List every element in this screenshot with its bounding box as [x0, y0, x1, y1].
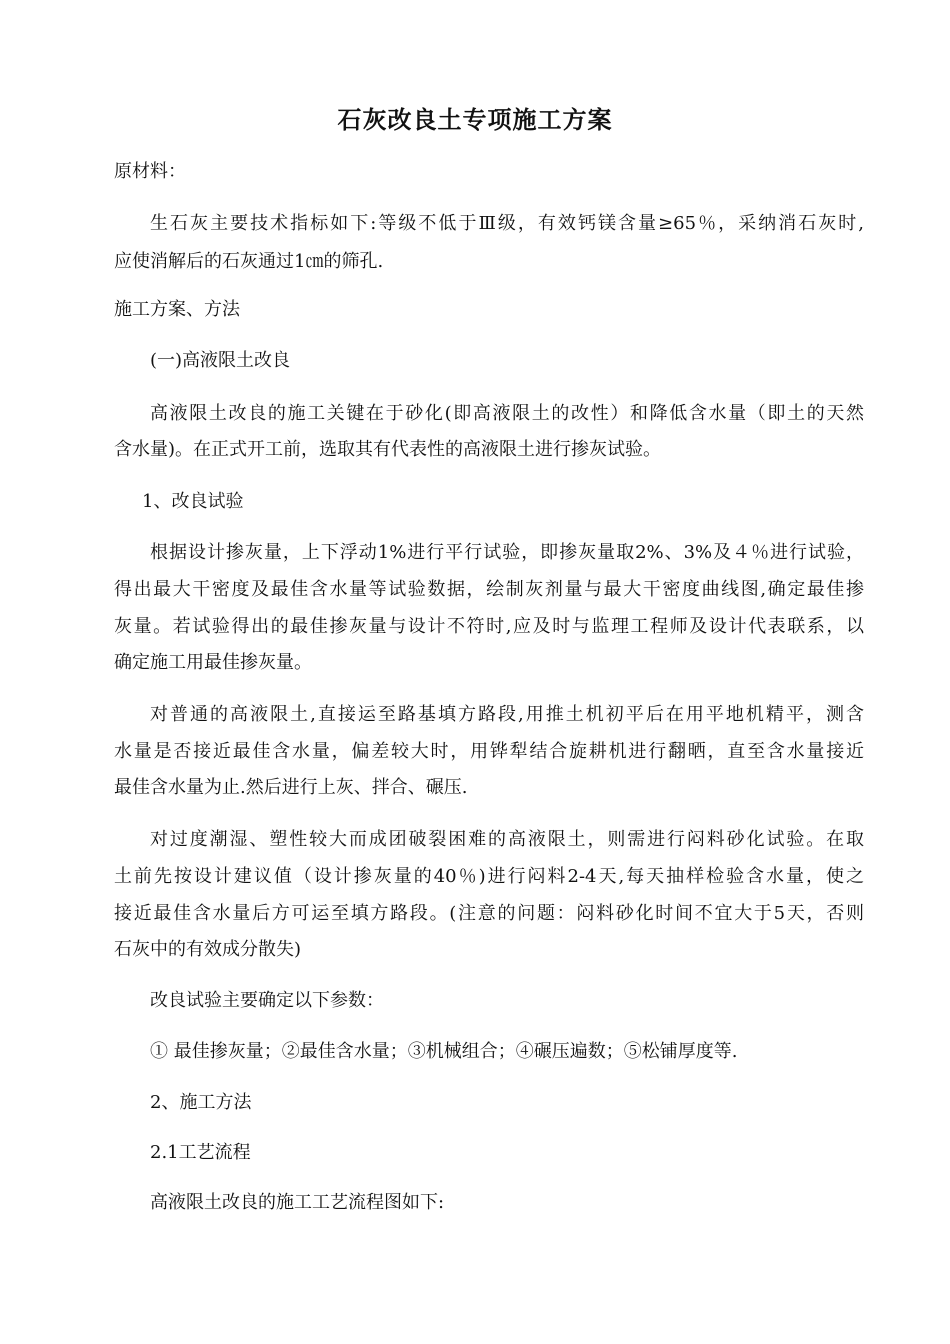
paragraph-line: 对过度潮湿、塑性较大而成团破裂困难的高液限土，则需进行闷料砂化试验。在取 [150, 829, 864, 850]
parameter-list: ① 最佳掺灰量；②最佳含水量；③机械组合；④碾压遍数；⑤松铺厚度等. [150, 1041, 738, 1062]
document-title: 石灰改良土专项施工方案 [337, 105, 613, 134]
paragraph-line: 改良试验主要确定以下参数： [150, 990, 384, 1011]
subsection-heading: 2.1工艺流程 [150, 1142, 251, 1163]
paragraph-line: 对普通的高液限土,直接运至路基填方路段,用推土机初平后在用平地机精平，测含 [150, 704, 864, 725]
subsection-heading: 1、改良试验 [142, 491, 244, 512]
paragraph-line: 接近最佳含水量后方可运至填方路段。(注意的问题：闷料砂化时间不宜大于5天，否则 [114, 903, 864, 924]
paragraph-line: 高液限土改良的施工关键在于砂化(即高液限土的改性）和降低含水量（即土的天然 [150, 403, 864, 424]
paragraph-line: 根据设计掺灰量，上下浮动1%进行平行试验，即掺灰量取2%、3%及４％进行试验， [150, 542, 864, 563]
paragraph-line: 确定施工用最佳掺灰量。 [114, 652, 312, 673]
paragraph-line: 高液限土改良的施工工艺流程图如下: [150, 1192, 445, 1213]
paragraph-line: 土前先按设计建议值（设计掺灰量的40％)进行闷料2-4天,每天抽样检验含水量，使之 [114, 866, 864, 887]
section-heading-methods: 施工方案、方法 [114, 299, 240, 320]
paragraph-line: 最佳含水量为止.然后进行上灰、拌合、碾压. [114, 777, 468, 798]
paragraph-line: 应使消解后的石灰通过1㎝的筛孔. [114, 251, 384, 272]
raw-materials-heading: 原材料： [114, 161, 186, 182]
subsection-heading: 2、施工方法 [150, 1092, 252, 1113]
paragraph-line: 得出最大干密度及最佳含水量等试验数据，绘制灰剂量与最大干密度曲线图,确定最佳掺 [114, 579, 864, 600]
paragraph-line: 含水量)。在正式开工前，选取其有代表性的高液限土进行掺灰试验。 [114, 439, 662, 460]
paragraph-line: 石灰中的有效成分散失) [114, 939, 302, 960]
subsection-heading: (一)高液限土改良 [150, 350, 291, 371]
paragraph-line: 灰量。若试验得出的最佳掺灰量与设计不符时,应及时与监理工程师及设计代表联系，以 [114, 616, 864, 637]
paragraph-line: 生石灰主要技术指标如下:等级不低于Ⅲ级，有效钙镁含量≥65％，采纳消石灰时, [150, 213, 864, 234]
paragraph-line: 水量是否接近最佳含水量，偏差较大时，用铧犁结合旋耕机进行翻晒，直至含水量接近 [114, 741, 864, 762]
